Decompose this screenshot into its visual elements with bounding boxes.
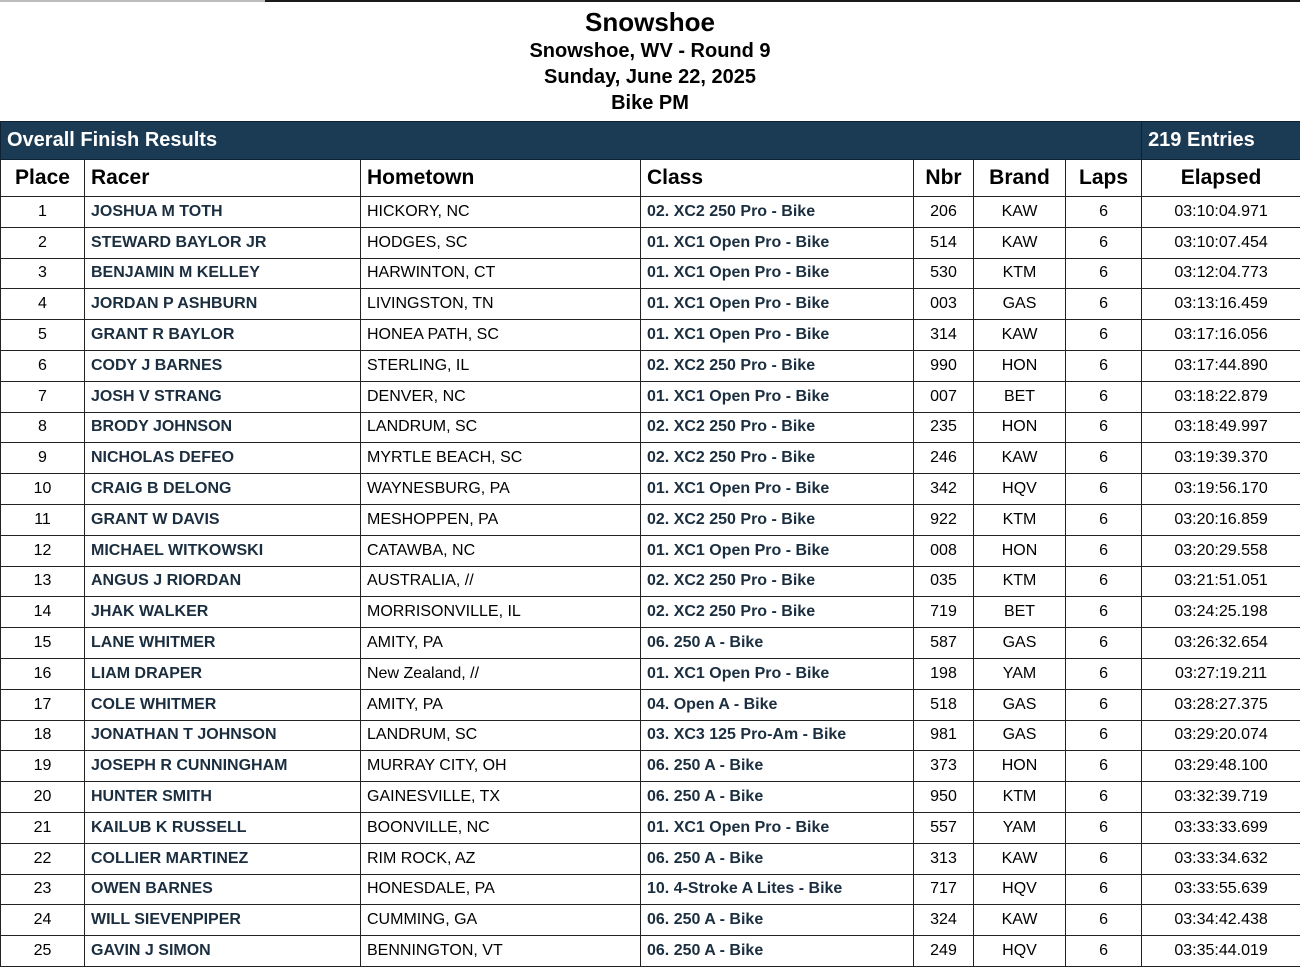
- event-location-round: Snowshoe, WV - Round 9: [0, 38, 1300, 64]
- row-place: 23: [1, 874, 85, 905]
- row-hometown: CATAWBA, NC: [361, 535, 641, 566]
- col-header-nbr: Nbr: [914, 160, 974, 197]
- row-elapsed: 03:33:55.639: [1142, 874, 1300, 905]
- row-racer: GAVIN J SIMON: [85, 936, 361, 967]
- row-place: 9: [1, 443, 85, 474]
- table-row: [1, 350, 1300, 381]
- event-date: Sunday, June 22, 2025: [0, 64, 1300, 90]
- table-row: [1, 812, 1300, 843]
- row-racer: JOSEPH R CUNNINGHAM: [85, 751, 361, 782]
- row-brand: YAM: [974, 812, 1066, 843]
- row-place: 5: [1, 320, 85, 351]
- table-row: [1, 443, 1300, 474]
- row-nbr: 922: [914, 504, 974, 535]
- top-rule-left: [0, 0, 265, 2]
- row-nbr: 518: [914, 689, 974, 720]
- row-racer: KAILUB K RUSSELL: [85, 812, 361, 843]
- row-class: 04. Open A - Bike: [641, 689, 914, 720]
- table-row: [1, 474, 1300, 505]
- row-place: 17: [1, 689, 85, 720]
- row-place: 8: [1, 412, 85, 443]
- row-nbr: 990: [914, 350, 974, 381]
- row-racer: OWEN BARNES: [85, 874, 361, 905]
- row-brand: HON: [974, 535, 1066, 566]
- row-class: 06. 250 A - Bike: [641, 628, 914, 659]
- row-racer: COLLIER MARTINEZ: [85, 843, 361, 874]
- row-laps: 6: [1066, 751, 1142, 782]
- row-brand: KAW: [974, 320, 1066, 351]
- row-hometown: CUMMING, GA: [361, 905, 641, 936]
- row-laps: 6: [1066, 350, 1142, 381]
- row-elapsed: 03:13:16.459: [1142, 289, 1300, 320]
- row-racer: BRODY JOHNSON: [85, 412, 361, 443]
- row-place: 18: [1, 720, 85, 751]
- row-laps: 6: [1066, 658, 1142, 689]
- table-row: [1, 227, 1300, 258]
- row-class: 01. XC1 Open Pro - Bike: [641, 812, 914, 843]
- row-place: 2: [1, 227, 85, 258]
- row-elapsed: 03:19:39.370: [1142, 443, 1300, 474]
- row-nbr: 719: [914, 597, 974, 628]
- row-hometown: HODGES, SC: [361, 227, 641, 258]
- row-elapsed: 03:33:33.699: [1142, 812, 1300, 843]
- row-racer: LANE WHITMER: [85, 628, 361, 659]
- row-hometown: BENNINGTON, VT: [361, 936, 641, 967]
- row-elapsed: 03:18:49.997: [1142, 412, 1300, 443]
- row-laps: 6: [1066, 720, 1142, 751]
- row-racer: ANGUS J RIORDAN: [85, 566, 361, 597]
- row-hometown: BOONVILLE, NC: [361, 812, 641, 843]
- table-row: [1, 905, 1300, 936]
- row-laps: 6: [1066, 443, 1142, 474]
- row-racer: GRANT R BAYLOR: [85, 320, 361, 351]
- row-hometown: LANDRUM, SC: [361, 412, 641, 443]
- row-racer: JOSHUA M TOTH: [85, 197, 361, 228]
- row-place: 19: [1, 751, 85, 782]
- row-hometown: HONESDALE, PA: [361, 874, 641, 905]
- row-laps: 6: [1066, 905, 1142, 936]
- row-laps: 6: [1066, 689, 1142, 720]
- row-racer: JOSH V STRANG: [85, 381, 361, 412]
- row-racer: COLE WHITMER: [85, 689, 361, 720]
- row-class: 06. 250 A - Bike: [641, 936, 914, 967]
- row-elapsed: 03:17:44.890: [1142, 350, 1300, 381]
- row-place: 20: [1, 782, 85, 813]
- row-nbr: 981: [914, 720, 974, 751]
- col-header-brand: Brand: [974, 160, 1066, 197]
- table-row: [1, 843, 1300, 874]
- row-nbr: 557: [914, 812, 974, 843]
- row-laps: 6: [1066, 289, 1142, 320]
- row-hometown: RIM ROCK, AZ: [361, 843, 641, 874]
- row-laps: 6: [1066, 812, 1142, 843]
- results-table: [0, 121, 1300, 967]
- row-brand: HQV: [974, 874, 1066, 905]
- row-hometown: HARWINTON, CT: [361, 258, 641, 289]
- row-elapsed: 03:21:51.051: [1142, 566, 1300, 597]
- row-laps: 6: [1066, 258, 1142, 289]
- row-place: 15: [1, 628, 85, 659]
- row-elapsed: 03:29:20.074: [1142, 720, 1300, 751]
- row-place: 14: [1, 597, 85, 628]
- row-elapsed: 03:29:48.100: [1142, 751, 1300, 782]
- row-class: 02. XC2 250 Pro - Bike: [641, 443, 914, 474]
- row-hometown: AMITY, PA: [361, 689, 641, 720]
- row-laps: 6: [1066, 320, 1142, 351]
- row-hometown: MORRISONVILLE, IL: [361, 597, 641, 628]
- table-row: [1, 720, 1300, 751]
- row-laps: 6: [1066, 874, 1142, 905]
- row-hometown: MURRAY CITY, OH: [361, 751, 641, 782]
- row-laps: 6: [1066, 535, 1142, 566]
- row-elapsed: 03:19:56.170: [1142, 474, 1300, 505]
- row-laps: 6: [1066, 227, 1142, 258]
- row-hometown: AMITY, PA: [361, 628, 641, 659]
- row-elapsed: 03:24:25.198: [1142, 597, 1300, 628]
- col-header-elapsed: Elapsed: [1142, 160, 1300, 197]
- row-laps: 6: [1066, 782, 1142, 813]
- row-elapsed: 03:33:34.632: [1142, 843, 1300, 874]
- row-laps: 6: [1066, 843, 1142, 874]
- row-class: 01. XC1 Open Pro - Bike: [641, 474, 914, 505]
- row-laps: 6: [1066, 936, 1142, 967]
- row-place: 6: [1, 350, 85, 381]
- row-elapsed: 03:28:27.375: [1142, 689, 1300, 720]
- row-elapsed: 03:35:44.019: [1142, 936, 1300, 967]
- row-nbr: 235: [914, 412, 974, 443]
- row-hometown: HICKORY, NC: [361, 197, 641, 228]
- row-nbr: 514: [914, 227, 974, 258]
- row-brand: HON: [974, 412, 1066, 443]
- row-hometown: GAINESVILLE, TX: [361, 782, 641, 813]
- row-brand: KTM: [974, 782, 1066, 813]
- entries-count: 219 Entries: [1142, 122, 1300, 160]
- row-hometown: LANDRUM, SC: [361, 720, 641, 751]
- row-class: 01. XC1 Open Pro - Bike: [641, 658, 914, 689]
- row-brand: GAS: [974, 720, 1066, 751]
- col-header-racer: Racer: [85, 160, 361, 197]
- results-header: [0, 6, 1300, 116]
- row-place: 12: [1, 535, 85, 566]
- row-elapsed: 03:12:04.773: [1142, 258, 1300, 289]
- row-place: 25: [1, 936, 85, 967]
- row-place: 10: [1, 474, 85, 505]
- row-hometown: DENVER, NC: [361, 381, 641, 412]
- row-elapsed: 03:27:19.211: [1142, 658, 1300, 689]
- row-nbr: 313: [914, 843, 974, 874]
- row-nbr: 342: [914, 474, 974, 505]
- row-elapsed: 03:32:39.719: [1142, 782, 1300, 813]
- row-nbr: 008: [914, 535, 974, 566]
- row-class: 02. XC2 250 Pro - Bike: [641, 350, 914, 381]
- row-laps: 6: [1066, 597, 1142, 628]
- row-class: 01. XC1 Open Pro - Bike: [641, 289, 914, 320]
- row-class: 02. XC2 250 Pro - Bike: [641, 412, 914, 443]
- row-elapsed: 03:26:32.654: [1142, 628, 1300, 659]
- row-brand: KTM: [974, 258, 1066, 289]
- row-laps: 6: [1066, 197, 1142, 228]
- row-class: 01. XC1 Open Pro - Bike: [641, 535, 914, 566]
- row-racer: LIAM DRAPER: [85, 658, 361, 689]
- row-hometown: STERLING, IL: [361, 350, 641, 381]
- row-place: 3: [1, 258, 85, 289]
- row-class: 02. XC2 250 Pro - Bike: [641, 597, 914, 628]
- row-racer: JORDAN P ASHBURN: [85, 289, 361, 320]
- row-nbr: 587: [914, 628, 974, 659]
- row-brand: KAW: [974, 905, 1066, 936]
- row-place: 22: [1, 843, 85, 874]
- row-hometown: WAYNESBURG, PA: [361, 474, 641, 505]
- row-hometown: MYRTLE BEACH, SC: [361, 443, 641, 474]
- table-row: [1, 628, 1300, 659]
- row-brand: GAS: [974, 628, 1066, 659]
- table-row: [1, 597, 1300, 628]
- table-row: [1, 381, 1300, 412]
- row-hometown: LIVINGSTON, TN: [361, 289, 641, 320]
- results-banner: [1, 122, 1300, 160]
- table-row: [1, 535, 1300, 566]
- row-nbr: 007: [914, 381, 974, 412]
- table-row: [1, 936, 1300, 967]
- row-nbr: 246: [914, 443, 974, 474]
- row-nbr: 324: [914, 905, 974, 936]
- row-elapsed: 03:10:07.454: [1142, 227, 1300, 258]
- row-racer: GRANT W DAVIS: [85, 504, 361, 535]
- row-elapsed: 03:20:16.859: [1142, 504, 1300, 535]
- row-nbr: 314: [914, 320, 974, 351]
- row-laps: 6: [1066, 566, 1142, 597]
- row-laps: 6: [1066, 412, 1142, 443]
- banner-title: Overall Finish Results: [1, 122, 1142, 160]
- row-class: 06. 250 A - Bike: [641, 905, 914, 936]
- row-class: 10. 4-Stroke A Lites - Bike: [641, 874, 914, 905]
- row-class: 01. XC1 Open Pro - Bike: [641, 258, 914, 289]
- row-place: 7: [1, 381, 85, 412]
- table-row: [1, 504, 1300, 535]
- row-racer: HUNTER SMITH: [85, 782, 361, 813]
- row-brand: HON: [974, 751, 1066, 782]
- row-nbr: 950: [914, 782, 974, 813]
- row-racer: STEWARD BAYLOR JR: [85, 227, 361, 258]
- table-row: [1, 197, 1300, 228]
- row-brand: GAS: [974, 289, 1066, 320]
- table-row: [1, 658, 1300, 689]
- event-session: Bike PM: [0, 90, 1300, 116]
- row-nbr: 249: [914, 936, 974, 967]
- table-row: [1, 782, 1300, 813]
- row-brand: BET: [974, 381, 1066, 412]
- row-racer: CRAIG B DELONG: [85, 474, 361, 505]
- row-place: 13: [1, 566, 85, 597]
- row-racer: JONATHAN T JOHNSON: [85, 720, 361, 751]
- row-laps: 6: [1066, 504, 1142, 535]
- table-row: [1, 289, 1300, 320]
- col-header-place: Place: [1, 160, 85, 197]
- row-laps: 6: [1066, 474, 1142, 505]
- row-place: 1: [1, 197, 85, 228]
- row-place: 4: [1, 289, 85, 320]
- row-brand: BET: [974, 597, 1066, 628]
- row-racer: JHAK WALKER: [85, 597, 361, 628]
- row-class: 06. 250 A - Bike: [641, 843, 914, 874]
- row-class: 01. XC1 Open Pro - Bike: [641, 227, 914, 258]
- col-header-laps: Laps: [1066, 160, 1142, 197]
- row-brand: KAW: [974, 843, 1066, 874]
- row-elapsed: 03:34:42.438: [1142, 905, 1300, 936]
- col-header-class: Class: [641, 160, 914, 197]
- row-nbr: 530: [914, 258, 974, 289]
- row-nbr: 373: [914, 751, 974, 782]
- table-row: [1, 258, 1300, 289]
- row-class: 06. 250 A - Bike: [641, 782, 914, 813]
- row-racer: BENJAMIN M KELLEY: [85, 258, 361, 289]
- row-brand: HON: [974, 350, 1066, 381]
- table-row: [1, 689, 1300, 720]
- row-brand: GAS: [974, 689, 1066, 720]
- row-brand: KAW: [974, 443, 1066, 474]
- table-row: [1, 412, 1300, 443]
- event-title: Snowshoe: [0, 6, 1300, 38]
- table-row: [1, 874, 1300, 905]
- row-place: 21: [1, 812, 85, 843]
- row-brand: KTM: [974, 566, 1066, 597]
- row-laps: 6: [1066, 381, 1142, 412]
- row-place: 24: [1, 905, 85, 936]
- row-class: 01. XC1 Open Pro - Bike: [641, 320, 914, 351]
- row-nbr: 717: [914, 874, 974, 905]
- row-hometown: AUSTRALIA, //: [361, 566, 641, 597]
- row-place: 16: [1, 658, 85, 689]
- row-brand: YAM: [974, 658, 1066, 689]
- row-nbr: 003: [914, 289, 974, 320]
- row-brand: KTM: [974, 504, 1066, 535]
- row-laps: 6: [1066, 628, 1142, 659]
- row-class: 01. XC1 Open Pro - Bike: [641, 381, 914, 412]
- row-nbr: 198: [914, 658, 974, 689]
- row-brand: HQV: [974, 474, 1066, 505]
- row-hometown: MESHOPPEN, PA: [361, 504, 641, 535]
- row-racer: NICHOLAS DEFEO: [85, 443, 361, 474]
- row-class: 02. XC2 250 Pro - Bike: [641, 504, 914, 535]
- row-class: 06. 250 A - Bike: [641, 751, 914, 782]
- row-class: 02. XC2 250 Pro - Bike: [641, 197, 914, 228]
- column-header-row: [1, 160, 1300, 197]
- row-racer: WILL SIEVENPIPER: [85, 905, 361, 936]
- col-header-hometown: Hometown: [361, 160, 641, 197]
- table-row: [1, 320, 1300, 351]
- row-place: 11: [1, 504, 85, 535]
- row-elapsed: 03:17:16.056: [1142, 320, 1300, 351]
- table-row: [1, 566, 1300, 597]
- row-nbr: 035: [914, 566, 974, 597]
- row-nbr: 206: [914, 197, 974, 228]
- table-row: [1, 751, 1300, 782]
- row-elapsed: 03:20:29.558: [1142, 535, 1300, 566]
- row-brand: KAW: [974, 197, 1066, 228]
- row-brand: KAW: [974, 227, 1066, 258]
- row-elapsed: 03:18:22.879: [1142, 381, 1300, 412]
- row-brand: HQV: [974, 936, 1066, 967]
- row-class: 02. XC2 250 Pro - Bike: [641, 566, 914, 597]
- row-racer: CODY J BARNES: [85, 350, 361, 381]
- row-racer: MICHAEL WITKOWSKI: [85, 535, 361, 566]
- row-hometown: New Zealand, //: [361, 658, 641, 689]
- row-hometown: HONEA PATH, SC: [361, 320, 641, 351]
- row-elapsed: 03:10:04.971: [1142, 197, 1300, 228]
- row-class: 03. XC3 125 Pro-Am - Bike: [641, 720, 914, 751]
